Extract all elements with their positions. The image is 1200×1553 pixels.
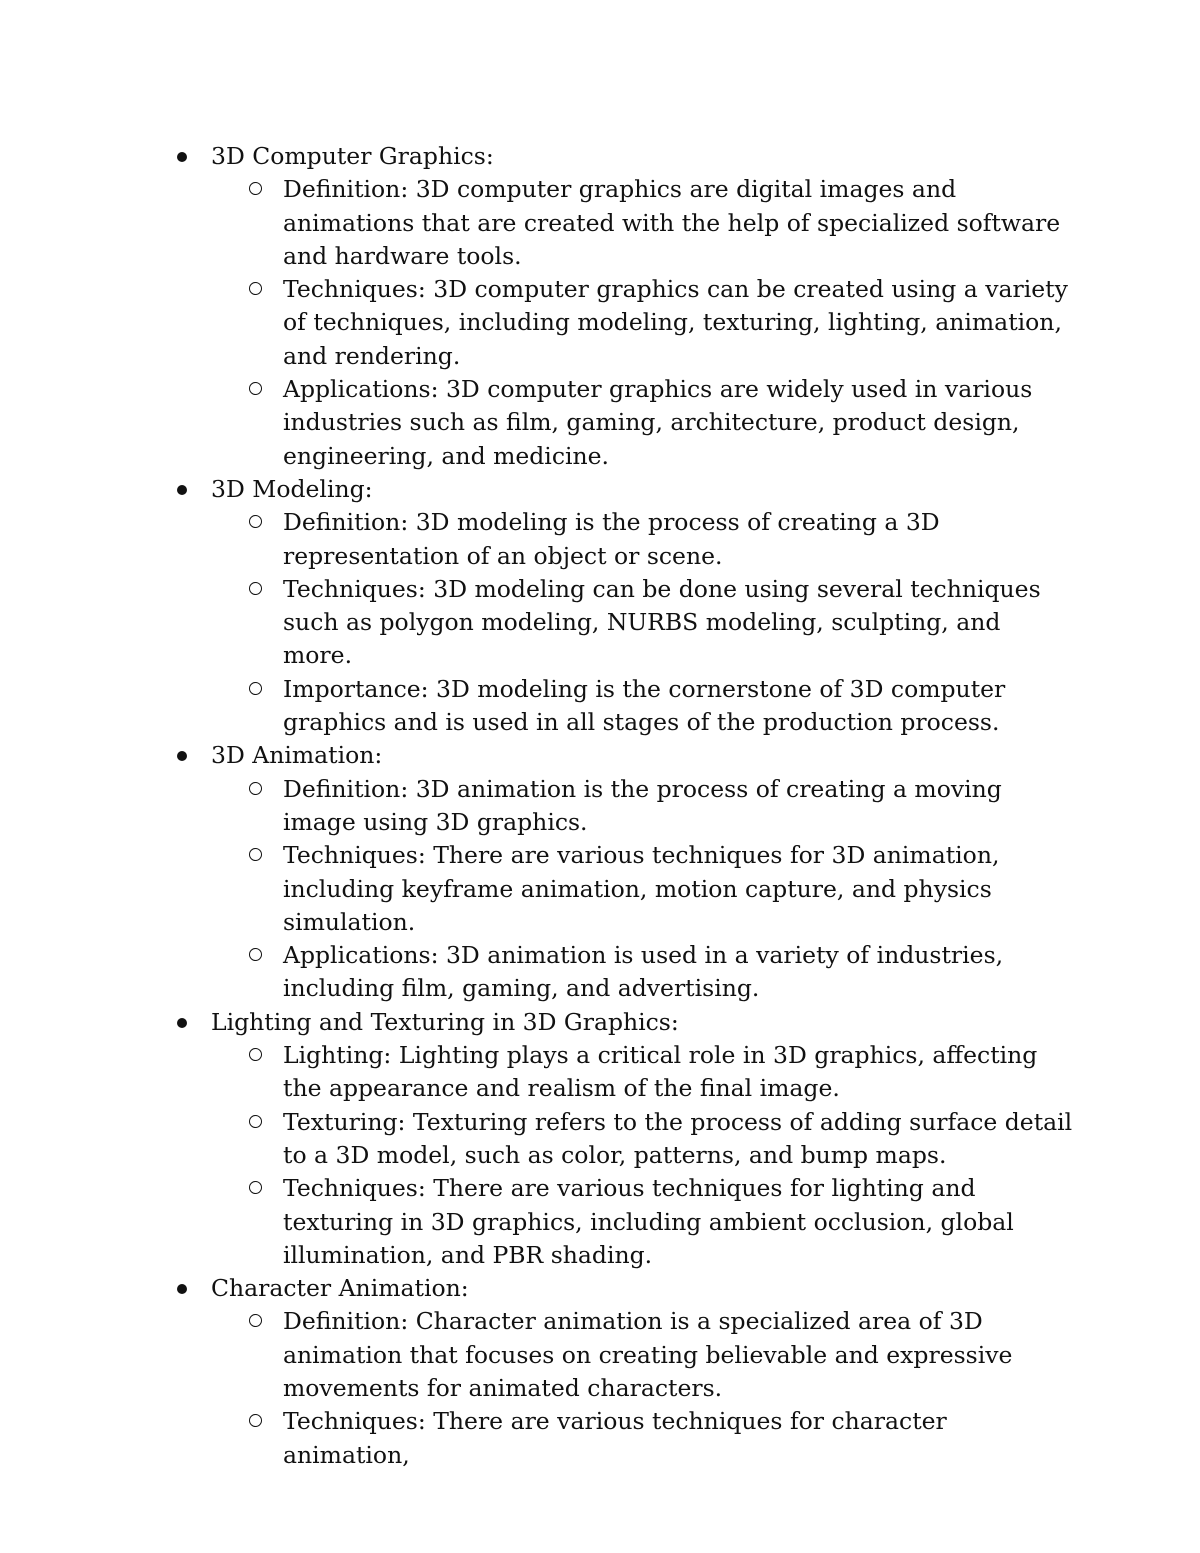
section-title: 3D Animation: [211, 741, 383, 770]
outline-list [0, 140, 1200, 1472]
list-item-text: Definition: 3D computer graphics are digital images and animations that are created with the help of specialized software and hardware tools. [283, 175, 1061, 270]
bullet-circle-icon [249, 182, 262, 195]
bullet-circle-icon [249, 1115, 262, 1128]
list-item-text: Definition: 3D modeling is the process of creating a 3D representation of an object or scene. [283, 508, 940, 570]
list-item-text: Definition: 3D animation is the process of creating a moving image using 3D graphics. [283, 774, 1002, 836]
bullet-circle-icon [249, 782, 262, 795]
list-item-text: Lighting: Lighting plays a critical role in 3D graphics, affecting the appearance and realism of the final image. [283, 1041, 1038, 1103]
bullet-circle-icon [249, 382, 262, 395]
bullet-circle-icon [249, 1048, 262, 1061]
bullet-circle-icon [249, 1414, 262, 1427]
list-item [283, 173, 1073, 273]
list-item-text: Techniques: 3D modeling can be done using several techniques such as polygon modeling, NURBS modeling, sculpting, and more. [283, 574, 1041, 670]
sub-list [211, 506, 1071, 739]
sub-list [211, 1039, 1071, 1272]
list-item-text: Applications: 3D computer graphics are widely used in various industries such as film, gaming, architecture, product design, engineering, and medicine. [283, 375, 1033, 470]
list-item [283, 573, 1073, 673]
sub-list [211, 173, 1071, 473]
bullet-disc-icon [177, 1284, 187, 1294]
list-item [283, 373, 1073, 473]
list-item-text: Texturing: Texturing refers to the process of adding surface detail to a 3D model, such as color, patterns, and bump maps. [283, 1107, 1073, 1169]
list-item [283, 1405, 1073, 1472]
bullet-circle-icon [249, 948, 262, 961]
list-item-text: Techniques: There are various techniques for character animation, [283, 1407, 947, 1469]
bullet-disc-icon [177, 751, 187, 761]
bullet-disc-icon [177, 485, 187, 495]
list-item-text: Definition: Character animation is a specialized area of 3D animation that focuses on creating believable and expressive movements for animated characters. [283, 1307, 1013, 1402]
section-title: Character Animation: [211, 1274, 469, 1303]
bullet-circle-icon [249, 848, 262, 861]
sub-list [211, 773, 1071, 1006]
bullet-disc-icon [177, 1018, 187, 1028]
section-character-animation [0, 1272, 1071, 1472]
section-3d-animation [0, 739, 1071, 1005]
list-item [283, 1172, 1073, 1272]
list-item-text: Techniques: There are various techniques for lighting and texturing in 3D graphics, including ambient occlusion, global illumination, and PBR shading. [283, 1174, 1014, 1269]
list-item [283, 1305, 1073, 1405]
list-item [283, 939, 1073, 1006]
list-item-text: Techniques: 3D computer graphics can be created using a variety of techniques, including modeling, texturing, lighting, animation, and rendering. [283, 275, 1068, 370]
bullet-circle-icon [249, 282, 262, 295]
bullet-disc-icon [177, 152, 187, 162]
document-page [0, 140, 1200, 1472]
list-item [283, 273, 1073, 373]
section-3d-modeling [0, 473, 1071, 739]
section-lighting-texturing [0, 1006, 1071, 1272]
list-item-text: Techniques: There are various techniques for 3D animation, including keyframe animation, motion capture, and physics simulation. [283, 841, 1000, 936]
section-title: Lighting and Texturing in 3D Graphics: [211, 1007, 679, 1036]
section-title: 3D Computer Graphics: [211, 142, 494, 170]
list-item-text: Importance: 3D modeling is the cornerstone of 3D computer graphics and is used in all stages of the production process. [283, 674, 1006, 737]
bullet-circle-icon [249, 1181, 262, 1194]
bullet-circle-icon [249, 515, 262, 528]
list-item [283, 839, 1073, 939]
list-item [283, 673, 1073, 740]
bullet-circle-icon [249, 1314, 262, 1327]
bullet-circle-icon [249, 582, 262, 595]
list-item [283, 506, 1073, 573]
section-title: 3D Modeling: [211, 474, 373, 503]
list-item-text: Applications: 3D animation is used in a variety of industries, including film, gaming, and advertising. [283, 941, 1004, 1003]
bullet-circle-icon [249, 682, 262, 695]
sub-list [211, 1305, 1071, 1471]
list-item [283, 1106, 1073, 1173]
list-item [283, 1039, 1073, 1106]
section-3d-computer-graphics [0, 140, 1071, 473]
list-item [283, 773, 1073, 840]
